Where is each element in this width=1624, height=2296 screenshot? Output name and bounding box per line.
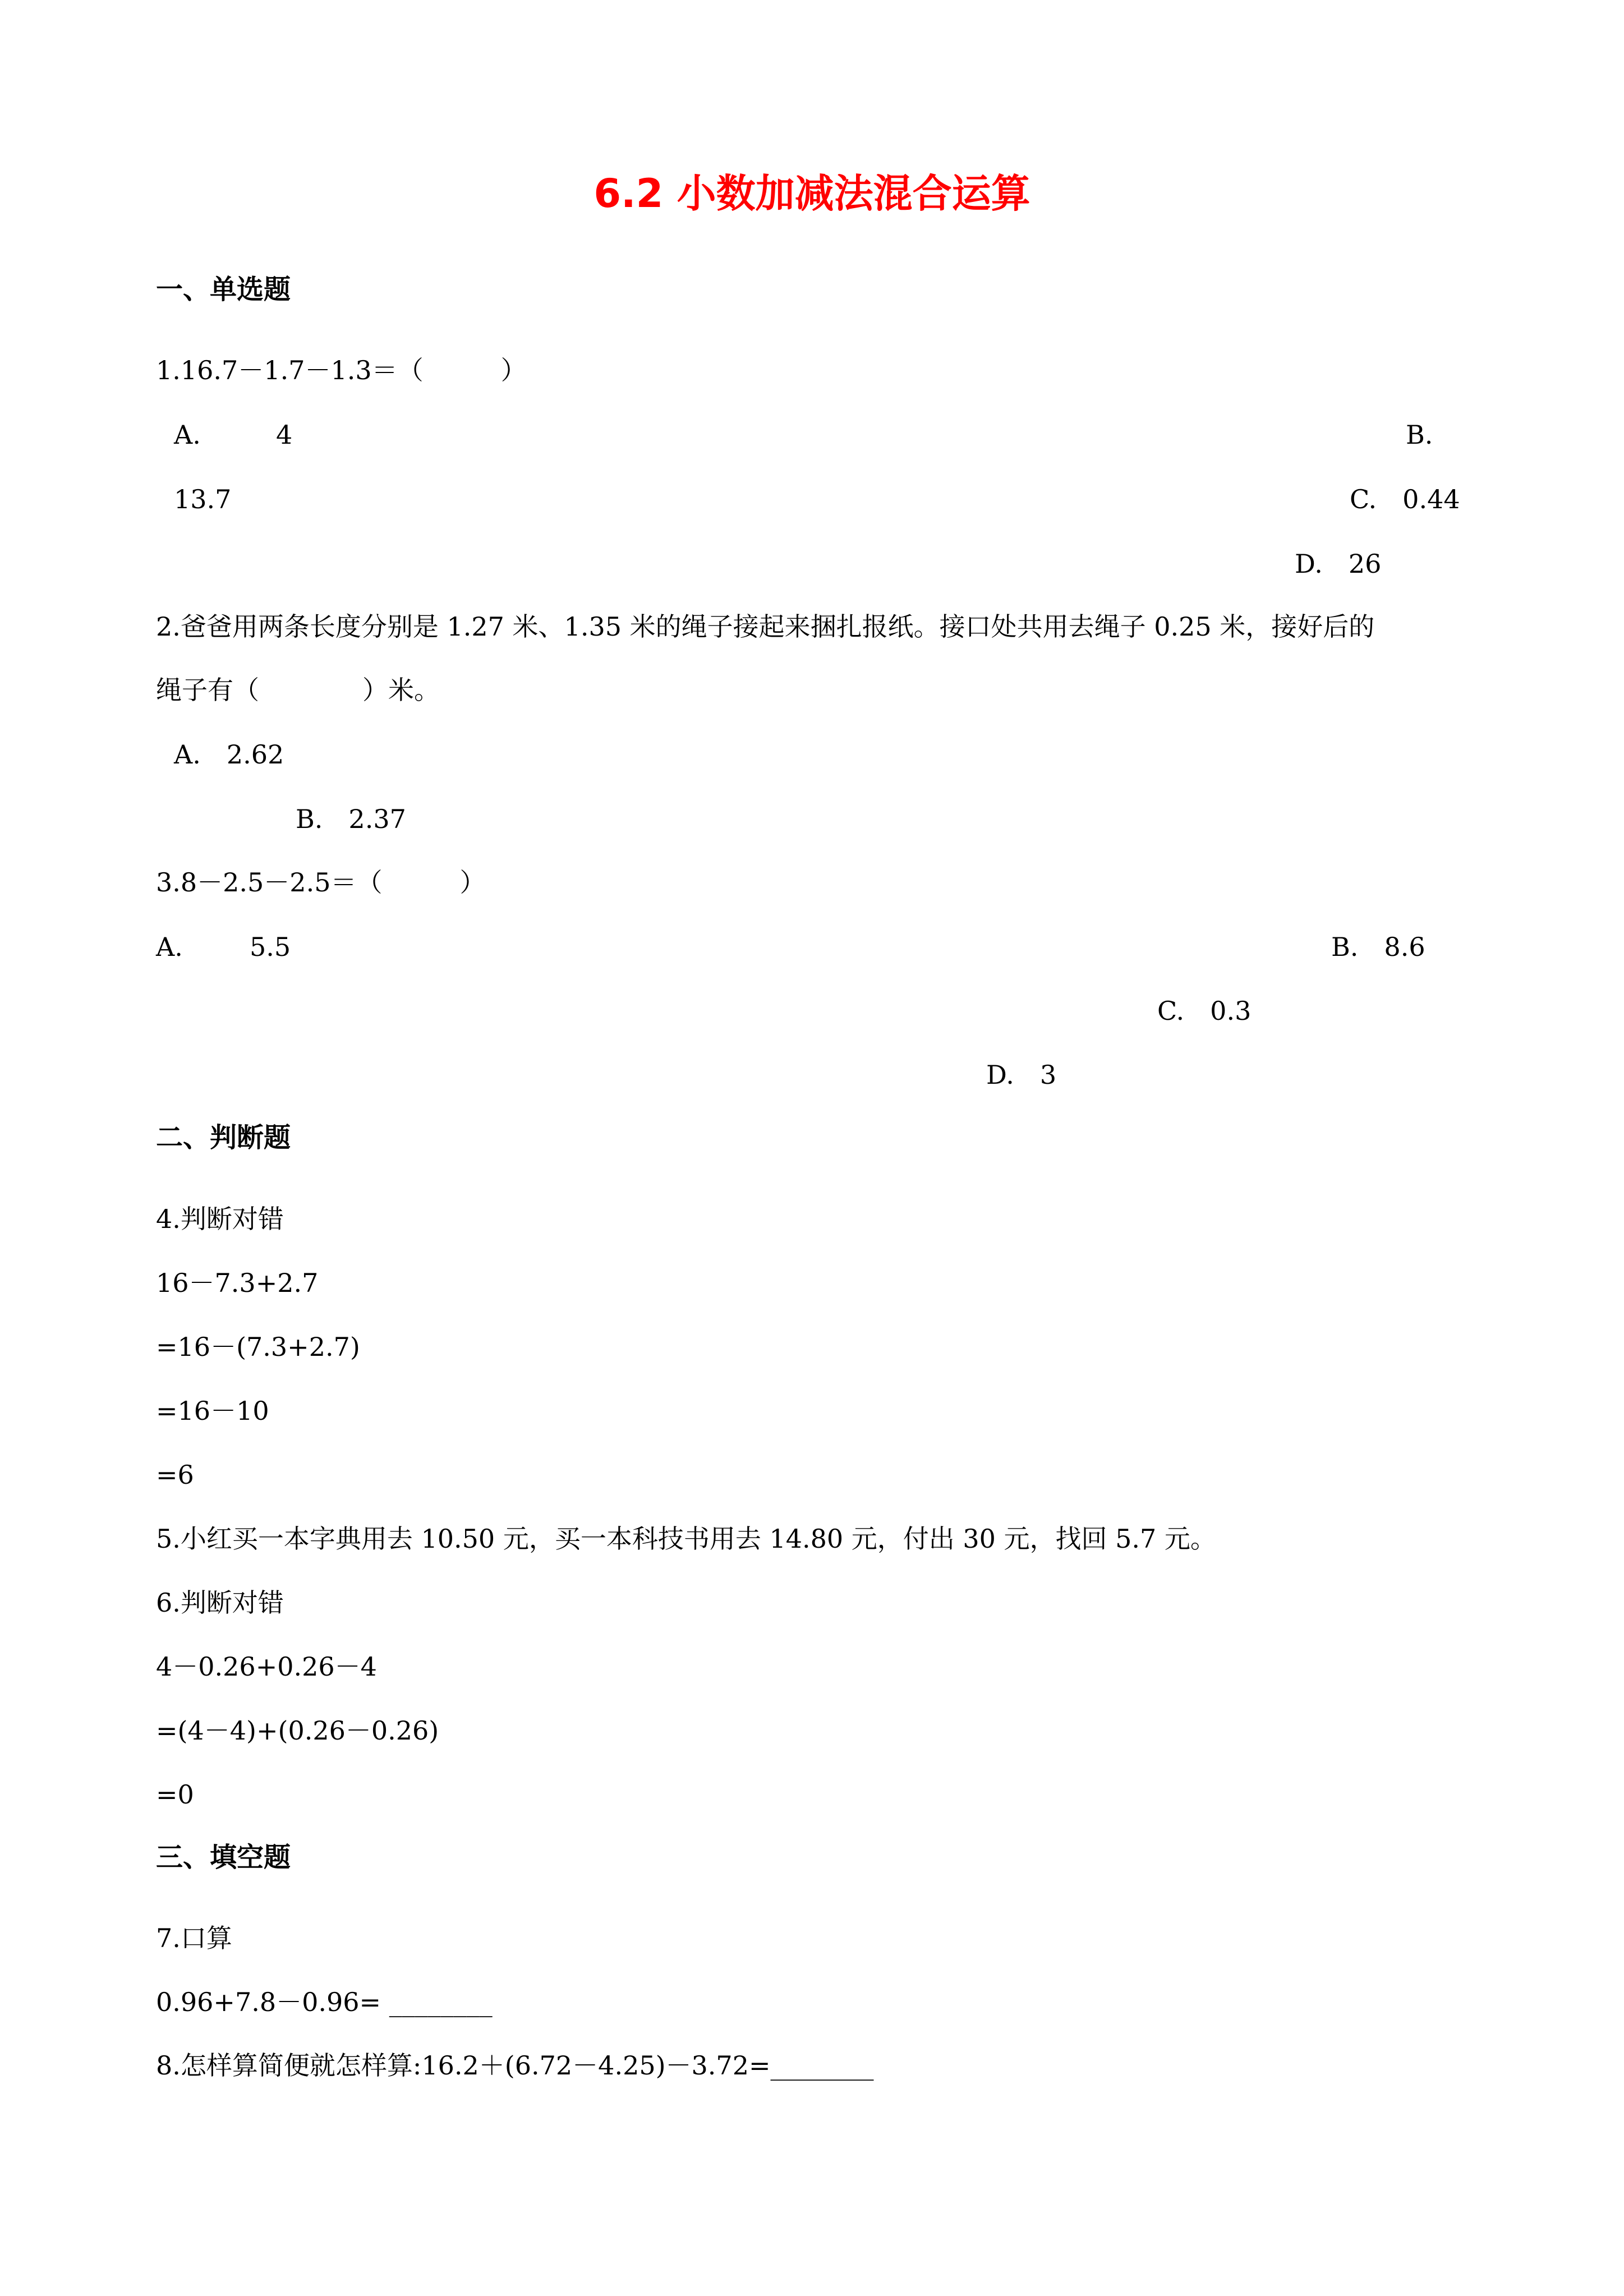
question-1-option-a-letter: A. <box>174 420 201 450</box>
question-8-stem: 8.怎样算简便就怎样算:16.2＋(6.72－4.25)－3.72=________ <box>156 2050 874 2081</box>
question-3-option-b: B. 8.6 <box>1331 932 1425 962</box>
question-3-stem: 3.8－2.5－2.5＝（ ） <box>156 867 486 898</box>
page-title: 6.2 小数加减法混合运算 <box>594 171 1030 217</box>
question-1-option-b-value: 13.7 <box>174 484 232 514</box>
question-3-option-c: C. 0.3 <box>1157 996 1252 1026</box>
question-4-line-3: =16－10 <box>156 1396 269 1426</box>
section-heading-single-choice: 一、单选题 <box>156 274 291 305</box>
question-2-option-b: B. 2.37 <box>296 804 406 834</box>
question-1-option-d: D. 26 <box>1295 549 1382 579</box>
question-6-stem: 6.判断对错 <box>156 1588 284 1618</box>
question-6-line-1: 4－0.26+0.26－4 <box>156 1651 377 1682</box>
question-4-line-1: 16－7.3+2.7 <box>156 1268 319 1298</box>
question-6-line-2: =(4－4)+(0.26－0.26) <box>156 1715 439 1746</box>
question-1-option-b-letter: B. <box>1406 420 1433 450</box>
question-1-stem: 1.16.7－1.7－1.3＝（ ） <box>156 355 527 385</box>
question-4-stem: 4.判断对错 <box>156 1204 284 1234</box>
question-1-option-a-value: 4 <box>276 420 293 450</box>
question-4-line-2: =16－(7.3+2.7) <box>156 1332 360 1362</box>
section-heading-fill-blank: 三、填空题 <box>156 1842 291 1873</box>
question-4-line-4: =6 <box>156 1460 194 1490</box>
section-heading-true-false: 二、判断题 <box>156 1122 291 1153</box>
question-6-line-3: =0 <box>156 1779 194 1810</box>
question-1-option-c: C. 0.44 <box>1350 484 1460 514</box>
question-7-line-1: 0.96+7.8－0.96= ________ <box>156 1987 493 2017</box>
question-5-stem: 5.小红买一本字典用去 10.50 元，买一本科技书用去 14.80 元，付出 30 元，找回 5.7 元。 <box>156 1524 1216 1554</box>
question-3-option-d: D. 3 <box>986 1060 1057 1090</box>
question-3-option-a-letter: A. <box>156 932 183 962</box>
question-2-stem-line-2: 绳子有（ ）米。 <box>156 675 440 705</box>
question-3-option-a-value: 5.5 <box>250 932 291 962</box>
question-2-option-a: A. 2.62 <box>174 739 284 770</box>
question-7-stem: 7.口算 <box>156 1923 232 1953</box>
question-2-stem-line-1: 2.爸爸用两条长度分别是 1.27 米、1.35 米的绳子接起来捆扎报纸。接口处共用去绳子 0.25 米，接好后的 <box>156 611 1375 642</box>
